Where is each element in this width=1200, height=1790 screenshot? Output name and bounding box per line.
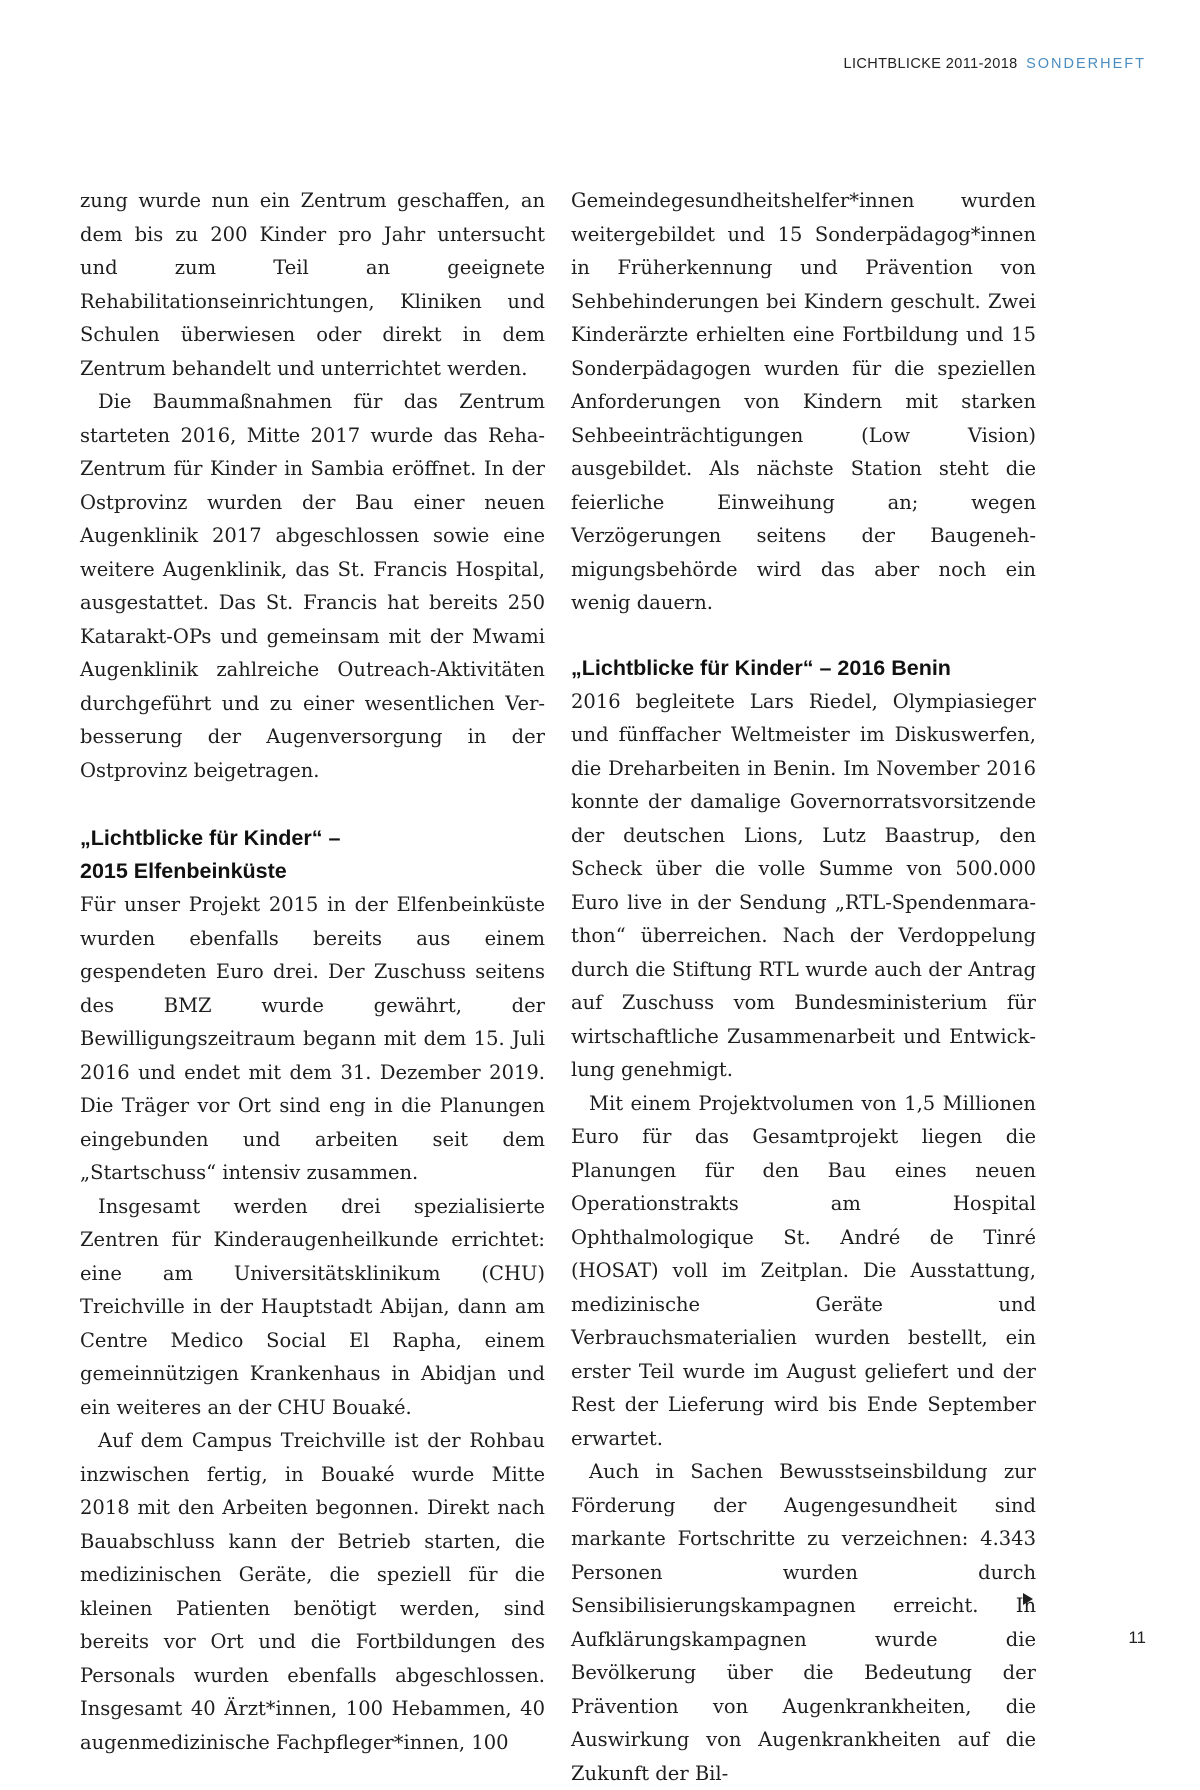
- running-head: [843, 56, 1146, 72]
- paragraph: zung wurde nun ein Zentrum geschaffen, an dem bis zu 200 Kinder pro Jahr untersucht und zum Teil an geeignete Rehabilitationseinrichtungen, Kliniken und Schulen überwiesen oder direkt in dem Zentrum behandelt und unterrichtet werden.: [80, 189, 545, 380]
- page-number: 11: [1128, 1628, 1146, 1647]
- left-column: [80, 184, 545, 1759]
- paragraph: Gemeindegesundheitshelfer*innen wurden weitergebildet und 15 Sonderpädagog*innen in Früherkennung und Prävention von Sehbehinderungen bei Kindern geschult. Zwei Kinderärzte erhielten eine Fortbildung und 15 Sonderpädagogen wurden für die speziellen Anforderungen von Kindern mit starken Sehbeeinträchtigungen (Low Vision) ausgebildet. Als nächste Station steht die feierliche Einweihung an; wegen Verzögerungen seitens der Baugenehmigungsbehörde wird das aber noch ein wenig dauern.: [571, 189, 1036, 614]
- paragraph: Auch in Sachen Bewusstseinsbildung zur Förderung der Augengesundheit sind markante Fortschritte zu verzeichnen: 4.343 Personen wurden durch Sensibilisierungskampagnen erreicht. In Aufklärungskampagnen wurde die Bevölkerung über die Bedeutung der Prävention von Augenkrankheiten, die Auswirkung von Augenkrankheiten auf die Zukunft der Bil-: [571, 1460, 1036, 1785]
- publication-title: LICHTBLICKE 2011-2018: [843, 56, 1018, 72]
- paragraph: Die Baummaßnahmen für das Zentrum starteten 2016, Mitte 2017 wurde das Reha-Zentrum für Kinder in Sambia eröffnet. In der Ostprovinz wurden der Bau einer neuen Augenklinik 2017 abgeschlossen sowie eine weitere Augenklinik, das St. Francis Hospital, ausgestattet. Das St. Francis hat bereits 250 Katarakt-OPs und gemeinsam mit der Mwami Augenklinik zahlreiche Outreach-Aktivitäten durchgeführt und zu einer wesentlichen Verbesserung der Augenversorgung in der Ostprovinz beigetragen.: [80, 390, 545, 782]
- section-heading-benin: „Lichtblicke für Kinder“ – 2016 Benin: [571, 655, 951, 680]
- heading-line: „Lichtblicke für Kinder“ –: [80, 826, 341, 850]
- paragraph: Insgesamt werden drei spezialisierte Zentren für Kinderaugenheilkunde errichtet: eine am Universitätsklinikum (CHU) Treichville in der Hauptstadt Abijan, dann am Centre Medico Social El Rapha, einem gemeinnützigen Krankenhaus in Abidjan und ein weiteres an der CHU Bouaké.: [80, 1194, 545, 1419]
- paragraph: Mit einem Projektvolumen von 1,5 Millionen Euro für das Gesamtprojekt liegen die Planungen für den Bau eines neuen Operationstrakts am Hospital Ophthalmologique St. André de Tinré (HOSAT) voll im Zeitplan. Die Ausstattung, medizinische Geräte und Verbrauchsmaterialien wurden bestellt, ein erster Teil wurde im August geliefert und der Rest der Lieferung wird bis Ende September erwartet.: [571, 1091, 1036, 1450]
- paragraph: 2016 begleitete Lars Riedel, Olympiasieger und fünffacher Weltmeister im Diskuswerfen, die Dreharbeiten in Benin. Im November 2016 konnte der damalige Governorratsvorsitzende der deutschen Lions, Lutz Baastrup, den Scheck über die volle Summe von 500.000 Euro live in der Sendung „RTL-Spendenmarathon“ überreichen. Nach der Verdoppelung durch die Stiftung RTL wurde auch der Antrag auf Zuschuss vom Bundesministerium für wirtschaftliche Zusammenarbeit und Entwicklung genehmigt.: [571, 689, 1036, 1081]
- right-column: [571, 184, 1036, 1790]
- section-heading-elfenbeinkueste: [80, 822, 545, 888]
- heading-line: 2015 Elfenbeinküste: [80, 859, 287, 883]
- paragraph: Für unser Projekt 2015 in der Elfenbeinküste wurden ebenfalls bereits aus einem gespendeten Euro drei. Der Zuschuss seitens des BMZ wurde gewährt, der Bewilligungszeitraum begann mit dem 15. Juli 2016 und endet mit dem 31. Dezember 2019. Die Träger vor Ort sind eng in die Planungen eingebunden und arbeiten seit dem „Startschuss“ intensiv zusammen.: [80, 893, 545, 1184]
- paragraph: Auf dem Campus Treichville ist der Rohbau inzwischen fertig, in Bouaké wurde Mitte 2018 mit den Arbeiten begonnen. Direkt nach Bauabschluss kann der Betrieb starten, die medizinischen Geräte, die speziell für die kleinen Patienten benötigt werden, sind bereits vor Ort und die Fortbildungen des Personals wurden ebenfalls abgeschlossen. Insgesamt 40 Ärzt*innen, 100 Hebammen, 40 augenmedizinische Fachpfleger*innen, 100: [80, 1429, 545, 1754]
- triangle-right-icon: [1023, 1593, 1033, 1605]
- issue-label: SONDERHEFT: [1026, 56, 1146, 72]
